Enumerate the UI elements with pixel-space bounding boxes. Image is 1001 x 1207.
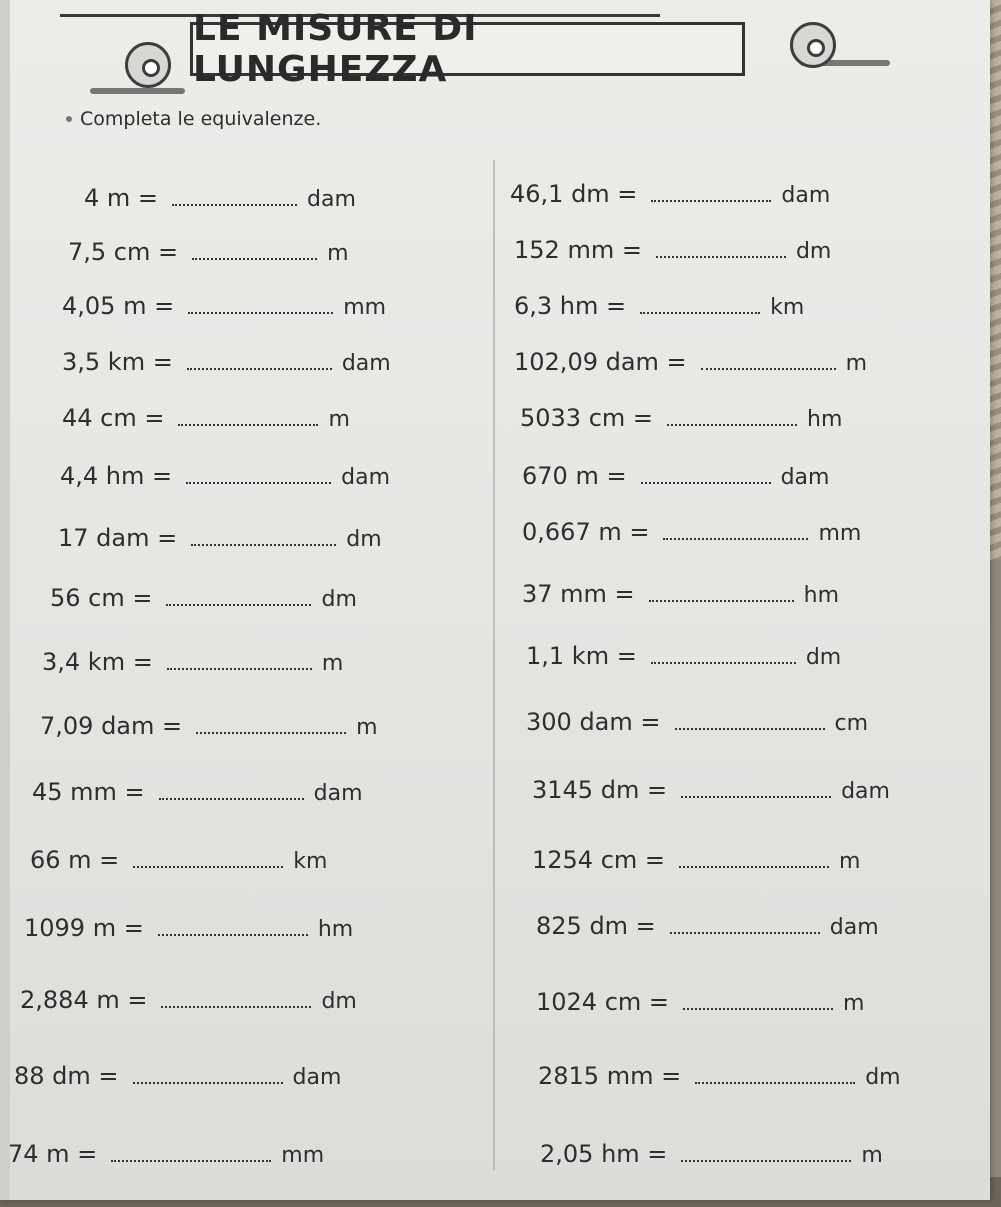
equivalence-expression: 4 m = (84, 184, 159, 212)
right-equivalence-row (538, 1062, 901, 1090)
answer-blank[interactable] (651, 199, 771, 202)
left-equivalence-row (32, 778, 363, 806)
equivalence-expression: 825 dm = (536, 912, 656, 940)
target-unit: dm (865, 1065, 901, 1090)
target-unit: m (861, 1143, 883, 1168)
right-equivalence-row (514, 236, 831, 264)
answer-blank[interactable] (159, 797, 304, 800)
answer-blank[interactable] (649, 599, 794, 602)
equivalence-expression: 44 cm = (62, 404, 165, 432)
target-unit: dam (841, 779, 890, 804)
target-unit: m (328, 407, 350, 432)
equivalence-expression: 1024 cm = (536, 988, 670, 1016)
target-unit: km (293, 849, 328, 874)
target-unit: dam (307, 187, 356, 212)
target-unit: hm (807, 407, 843, 432)
equivalence-expression: 152 mm = (514, 236, 642, 264)
tape-measure-icon (125, 42, 171, 88)
answer-blank[interactable] (167, 667, 312, 670)
tape-measure-icon (790, 22, 836, 68)
answer-blank[interactable] (188, 311, 333, 314)
equivalence-expression: 3145 dm = (532, 776, 668, 804)
answer-blank[interactable] (172, 203, 297, 206)
answer-blank[interactable] (656, 255, 786, 258)
target-unit: cm (834, 711, 869, 736)
equivalence-expression: 7,5 cm = (68, 238, 179, 266)
right-equivalence-row (526, 708, 868, 736)
equivalence-expression: 4,4 hm = (60, 462, 173, 490)
right-equivalence-row (536, 912, 879, 940)
target-unit: hm (317, 917, 354, 942)
answer-blank[interactable] (683, 1007, 833, 1010)
target-unit: mm (343, 295, 387, 320)
target-unit: dm (795, 239, 832, 264)
left-equivalence-row (40, 712, 378, 740)
equivalence-expression: 670 m = (522, 462, 627, 490)
answer-blank[interactable] (651, 661, 796, 664)
target-unit: m (321, 651, 344, 676)
equivalence-expression: 45 mm = (32, 778, 145, 806)
target-unit: dm (321, 587, 357, 612)
equivalence-expression: 2,05 hm = (540, 1140, 668, 1168)
equivalence-expression: 4,05 m = (62, 292, 175, 320)
answer-blank[interactable] (178, 423, 318, 426)
target-unit: dam (781, 183, 831, 208)
left-equivalence-row (8, 1140, 324, 1168)
answer-blank[interactable] (679, 865, 829, 868)
right-equivalence-row (526, 642, 841, 670)
target-unit: mm (818, 521, 862, 546)
instruction-text: Completa le equivalenze. (80, 108, 322, 130)
equivalence-expression: 66 m = (30, 846, 120, 874)
target-unit: dm (346, 527, 382, 552)
answer-blank[interactable] (133, 1081, 283, 1084)
answer-blank[interactable] (667, 423, 797, 426)
target-unit: dam (313, 781, 363, 806)
left-equivalence-row (62, 404, 350, 432)
equivalence-expression: 7,09 dam = (40, 712, 183, 740)
left-equivalence-row (62, 348, 391, 376)
target-unit: hm (803, 583, 840, 608)
left-equivalence-row (42, 648, 343, 676)
target-unit: dm (321, 989, 357, 1014)
answer-blank[interactable] (663, 537, 808, 540)
answer-blank[interactable] (191, 543, 336, 546)
answer-blank[interactable] (701, 367, 836, 370)
equivalence-expression: 1099 m = (24, 914, 144, 942)
page-title: LE MISURE DI LUNGHEZZA (193, 8, 478, 90)
equivalence-expression: 102,09 dam = (514, 348, 687, 376)
answer-blank[interactable] (161, 1005, 311, 1008)
target-unit: mm (281, 1143, 325, 1168)
target-unit: m (839, 849, 861, 874)
right-equivalence-row (532, 776, 890, 804)
target-unit: m (845, 351, 868, 376)
tape-measure-band (90, 88, 185, 94)
bullet-icon (66, 116, 72, 122)
answer-blank[interactable] (675, 727, 825, 730)
equivalence-expression: 3,4 km = (42, 648, 153, 676)
target-unit: dam (341, 465, 391, 490)
answer-blank[interactable] (670, 931, 820, 934)
equivalence-expression: 2,884 m = (20, 986, 148, 1014)
right-equivalence-row (510, 180, 830, 208)
equivalence-expression: 37 mm = (522, 580, 635, 608)
left-equivalence-row (68, 238, 349, 266)
target-unit: km (770, 295, 805, 320)
left-equivalence-row (62, 292, 386, 320)
equivalence-expression: 1254 cm = (532, 846, 666, 874)
equivalence-expression: 3,5 km = (62, 348, 173, 376)
answer-blank[interactable] (681, 1159, 851, 1162)
answer-blank[interactable] (640, 311, 760, 314)
answer-blank[interactable] (133, 865, 283, 868)
target-unit: m (843, 991, 865, 1016)
right-equivalence-row (514, 292, 804, 320)
answer-blank[interactable] (158, 933, 308, 936)
right-equivalence-row (536, 988, 864, 1016)
target-unit: dm (805, 645, 842, 670)
answer-blank[interactable] (695, 1081, 855, 1084)
answer-blank[interactable] (681, 795, 831, 798)
left-equivalence-row (14, 1062, 341, 1090)
equivalence-expression: 0,667 m = (522, 518, 650, 546)
equivalence-expression: 46,1 dm = (510, 180, 638, 208)
right-equivalence-row (514, 348, 867, 376)
equivalence-expression: 56 cm = (50, 584, 153, 612)
target-unit: dam (780, 465, 830, 490)
column-divider (493, 160, 495, 1170)
answer-blank[interactable] (641, 481, 771, 484)
answer-blank[interactable] (111, 1159, 271, 1162)
right-equivalence-row (522, 580, 839, 608)
answer-blank[interactable] (166, 603, 311, 606)
target-unit: m (356, 715, 378, 740)
answer-blank[interactable] (186, 481, 331, 484)
left-equivalence-row (58, 524, 382, 552)
answer-blank[interactable] (192, 257, 317, 260)
right-equivalence-row (520, 404, 842, 432)
equivalence-expression: 5033 cm = (520, 404, 654, 432)
left-equivalence-row (30, 846, 327, 874)
equivalence-expression: 74 m = (8, 1140, 98, 1168)
left-equivalence-row (24, 914, 353, 942)
equivalence-expression: 2815 mm = (538, 1062, 682, 1090)
title-box (190, 8, 745, 90)
right-equivalence-row (532, 846, 860, 874)
equivalence-expression: 17 dam = (58, 524, 178, 552)
equivalence-expression: 1,1 km = (526, 642, 637, 670)
left-equivalence-row (50, 584, 357, 612)
equivalence-expression: 88 dm = (14, 1062, 119, 1090)
equivalence-expression: 300 dam = (526, 708, 661, 736)
page-edge (0, 0, 10, 1200)
left-equivalence-row (20, 986, 357, 1014)
target-unit: dam (829, 915, 879, 940)
target-unit: m (327, 241, 349, 266)
target-unit: dam (292, 1065, 342, 1090)
equivalence-expression: 6,3 hm = (514, 292, 627, 320)
answer-blank[interactable] (196, 731, 346, 734)
left-equivalence-row (60, 462, 390, 490)
target-unit: dam (341, 351, 391, 376)
right-equivalence-row (522, 462, 829, 490)
right-equivalence-row (522, 518, 861, 546)
answer-blank[interactable] (187, 367, 332, 370)
right-equivalence-row (540, 1140, 883, 1168)
left-equivalence-row (84, 184, 356, 212)
